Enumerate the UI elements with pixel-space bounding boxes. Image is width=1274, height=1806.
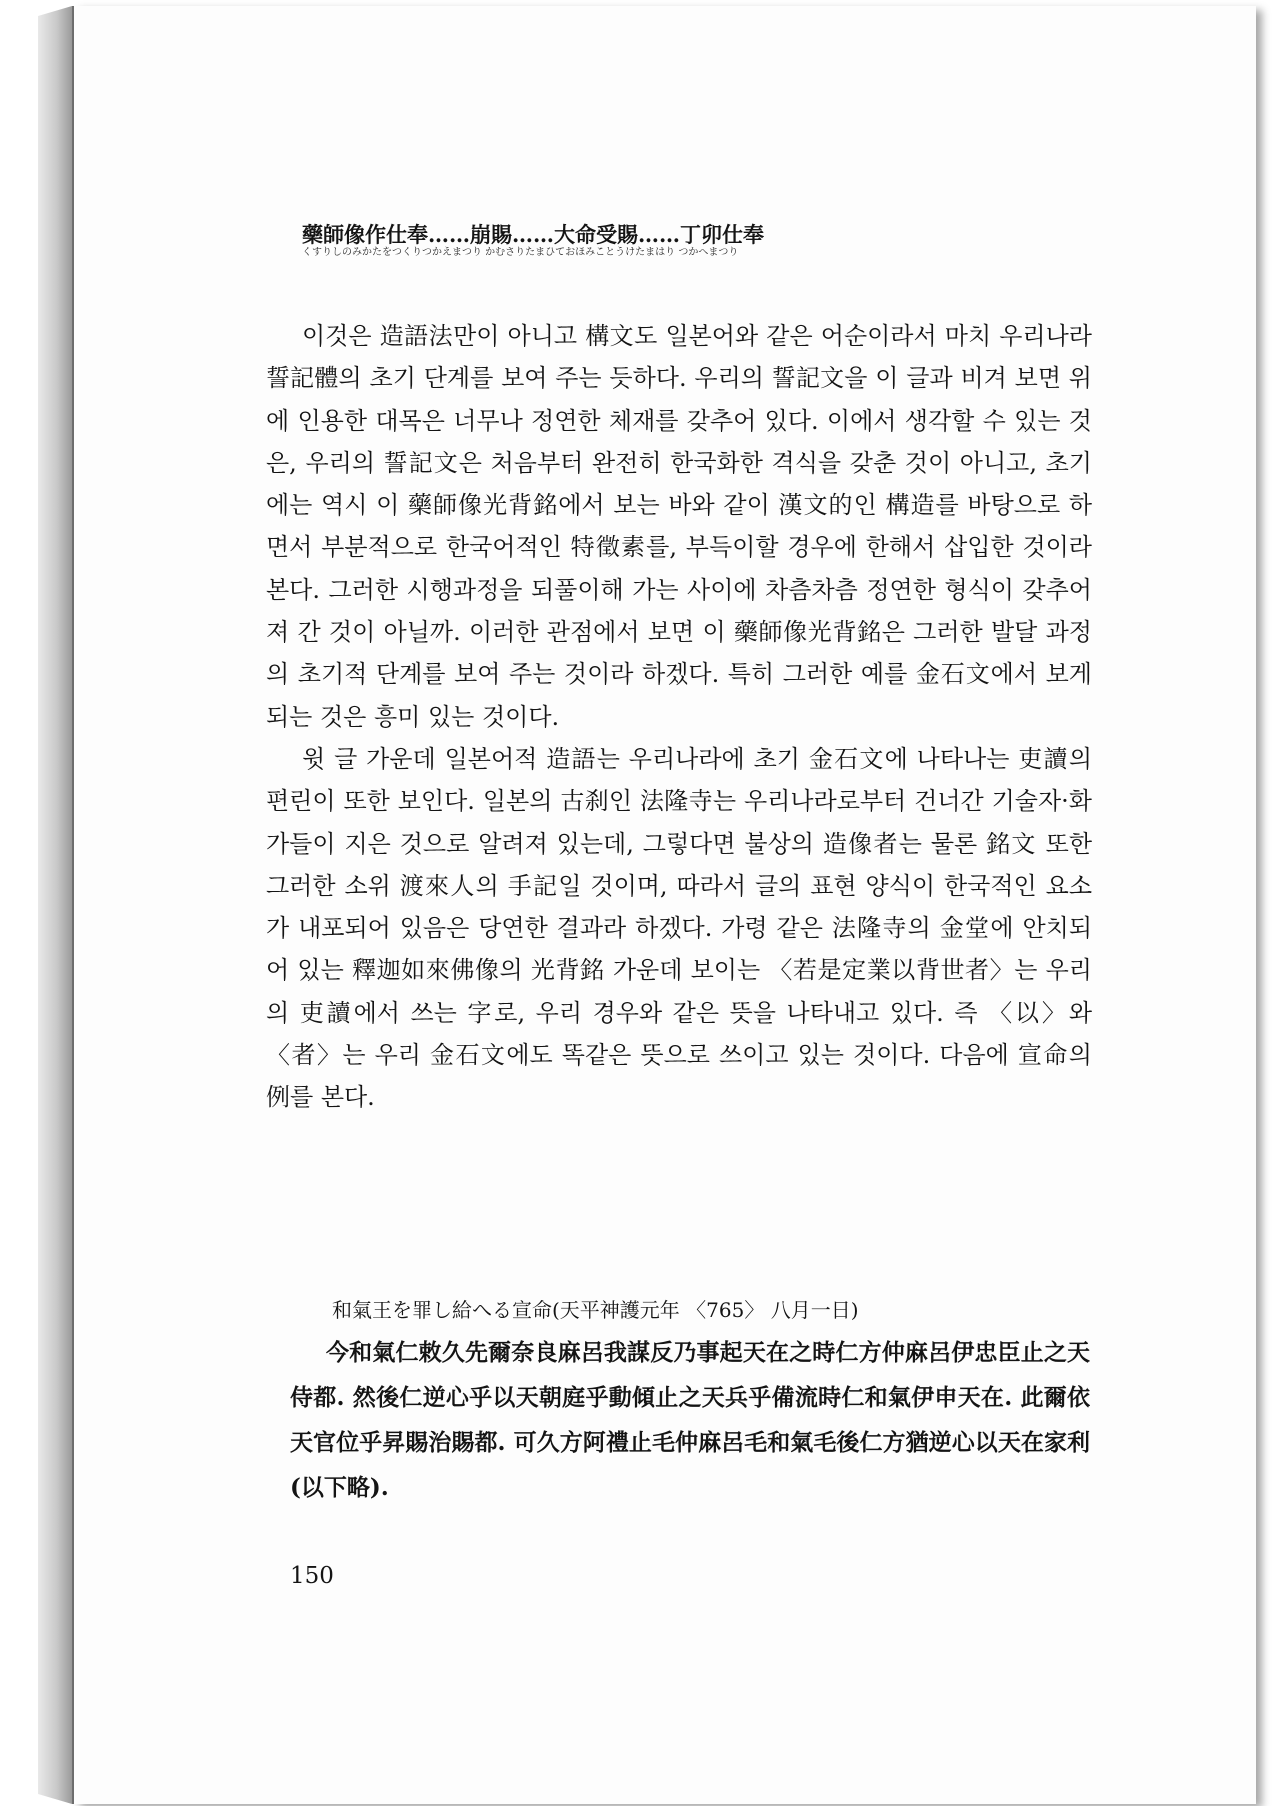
example-reading: くすりしのみかたをつくりつかえまつり かむさりたまひておほみことうけたまはり つかへまつり — [302, 247, 739, 258]
book-edge — [38, 6, 72, 1804]
page-number: 150 — [290, 1563, 334, 1589]
paragraph-2: 윗 글 가운데 일본어적 造語는 우리나라에 초기 金石文에 나타나는 吏讀의 편린이 또한 보인다. 일본의 古刹인 法隆寺는 우리나라로부터 건너간 기술자·화가들이 지은 것으로 알려져 있는데, 그렇다면 불상의 造像者는 물론 銘文 또한 그러한 소위 渡來人의 手記일 것이며, 따라서 글의 표현 양식이 한국적인 요소가 내포되어 있음은 당연한 결과라 하겠다. 가령 같은 法隆寺의 金堂에 안치되어 있는 釋迦如來佛像의 光背銘 가운데 보이는 〈若是定業以背世者〉는 우리의 吏讀에서 쓰는 字로, 우리 경우와 같은 뜻을 나타내고 있다. 즉 〈以〉와 〈者〉는 우리 金石文에도 똑같은 뜻으로 쓰이고 있는 것이다. 다음에 宣命의 例를 본다. — [266, 744, 1092, 1112]
document-title: 和氣王を罪し給へる宣命(天平神護元年 〈765〉 八月一日) — [332, 1298, 859, 1322]
body-text — [266, 315, 1092, 1119]
document-text: 今和氣仁敕久先爾奈良麻呂我謀反乃事起天在之時仁方仲麻呂伊忠臣止之天侍都. 然後仁逆心乎以天朝庭乎動傾止之天兵乎備流時仁和氣伊申天在. 此爾依天官位乎昇賜治賜都. 可久方阿禮止毛仲麻呂毛和氣毛後仁方猶逆心以天在家利(以下略). — [290, 1339, 1090, 1501]
paragraph-1: 이것은 造語法만이 아니고 構文도 일본어와 같은 어순이라서 마치 우리나라 誓記體의 초기 단계를 보여 주는 듯하다. 우리의 誓記文을 이 글과 비겨 보면 위에 인용한 대목은 너무나 정연한 체재를 갖추어 있다. 이에서 생각할 수 있는 것은, 우리의 誓記文은 처음부터 완전히 한국화한 격식을 갖춘 것이 아니고, 초기에는 역시 이 藥師像光背銘에서 보는 바와 같이 漢文的인 構造를 바탕으로 하면서 부분적으로 한국어적인 特徵素를, 부득이할 경우에 한해서 삽입한 것이라 본다. 그러한 시행과정을 되풀이해 가는 사이에 차츰차츰 정연한 형식이 갖추어져 간 것이 아닐까. 이러한 관점에서 보면 이 藥師像光背銘은 그러한 발달 과정의 초기적 단계를 보여 주는 것이라 하겠다. 특히 그러한 예를 金石文에서 보게 되는 것은 흥미 있는 것이다. — [266, 322, 1092, 731]
document-body — [290, 1330, 1090, 1510]
example-quote: 藥師像作仕奉……崩賜……大命受賜……丁卯仕奉 — [302, 222, 764, 247]
